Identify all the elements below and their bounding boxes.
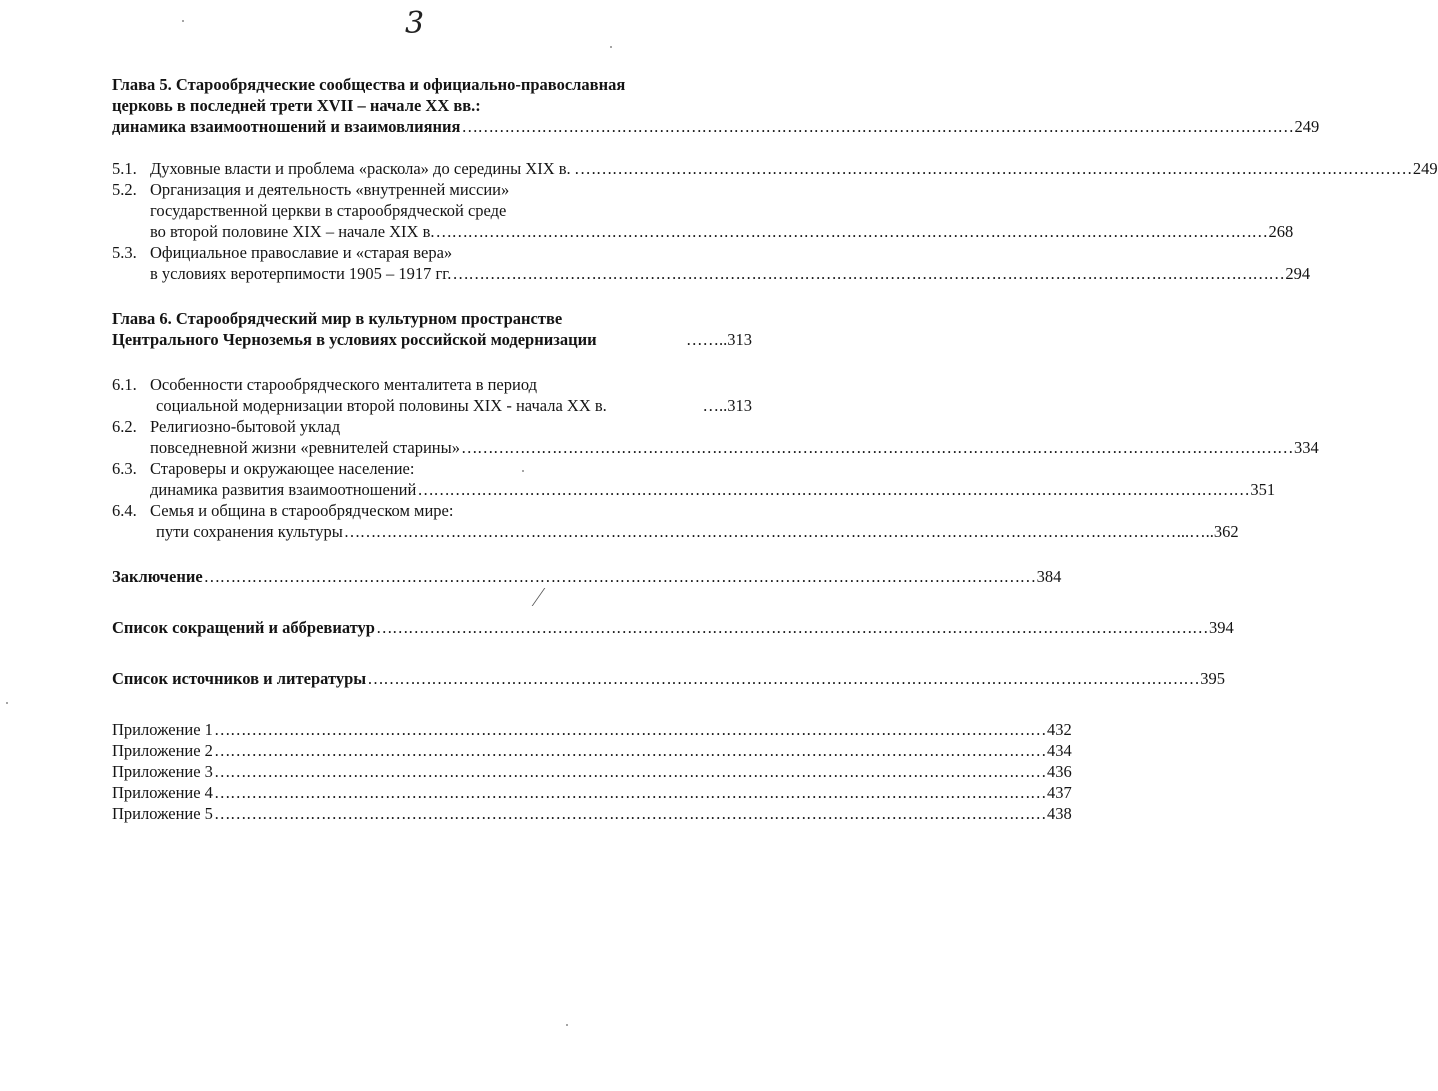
section-title: в условиях веротерпимости 1905 – 1917 гг. (150, 264, 452, 283)
dot-leader (214, 719, 1046, 740)
appendix-page: 434 (1046, 741, 1072, 760)
section-title: Официальное православие и «старая вера» (150, 243, 453, 262)
dot-leader (367, 668, 1199, 689)
section-page: …..313 (702, 396, 752, 415)
section-6-4[interactable] (112, 500, 1239, 542)
chapter5-title-line1: Глава 5. Старообрядческие сообщества и официально-православная (112, 75, 626, 94)
section-title: Особенности старообрядческого менталитета в период (150, 375, 538, 394)
section-title: повседневной жизни «ревнителей старины» (150, 438, 460, 457)
dot-leader (580, 158, 1412, 179)
chapter6-page: ……..313 (686, 330, 752, 349)
appendix-entry[interactable] (112, 761, 1072, 782)
dot-leader (436, 221, 1268, 242)
section-title: во второй половине XIX – начале XIX в. (150, 222, 435, 241)
section-page: ...…..362 (1176, 522, 1239, 541)
section-6-1[interactable] (112, 374, 752, 416)
appendix-entry[interactable] (112, 719, 1072, 740)
section-page: 334 (1293, 438, 1319, 457)
appendix-entry[interactable] (112, 803, 1072, 824)
section-number: 6.3. (112, 459, 137, 478)
section-5-1[interactable] (112, 158, 1438, 179)
appendix-label: Приложение 3 (112, 762, 213, 781)
appendix-entry[interactable] (112, 782, 1072, 803)
dot-leader (344, 521, 1176, 542)
page-number: 3 (405, 6, 425, 41)
dot-leader (214, 803, 1046, 824)
section-title: Организация и деятельность «внутренней миссии» (150, 180, 510, 199)
section-title: Религиозно-бытовой уклад (150, 417, 341, 436)
abbreviations-page: 394 (1208, 618, 1234, 637)
dot-leader (461, 437, 1293, 458)
dot-leader (376, 617, 1208, 638)
section-page: 351 (1250, 480, 1276, 499)
dot-leader (214, 782, 1046, 803)
abbreviations-entry[interactable] (112, 617, 1234, 638)
dot-leader (204, 566, 1036, 587)
appendix-page: 438 (1046, 804, 1072, 823)
section-number: 5.2. (112, 180, 137, 199)
chapter5-entry[interactable] (112, 116, 1320, 137)
dot-leader (214, 740, 1046, 761)
dot-leader (214, 761, 1046, 782)
section-6-3[interactable] (112, 458, 1276, 500)
sources-entry[interactable] (112, 668, 1225, 689)
scan-speck (566, 1024, 568, 1026)
section-page: 294 (1285, 264, 1311, 283)
section-5-3[interactable] (112, 242, 1311, 284)
section-title: пути сохранения культуры (156, 522, 343, 541)
chapter6-title-line2: Центрального Черноземья в условиях российской модернизации (112, 330, 597, 349)
abbreviations-label: Список сокращений и аббревиатур (112, 618, 375, 637)
appendix-label: Приложение 1 (112, 720, 213, 739)
sources-label: Список источников и литературы (112, 669, 367, 688)
section-number: 6.4. (112, 501, 137, 520)
section-title: динамика развития взаимоотношений (150, 480, 417, 499)
section-page: 249 (1412, 159, 1438, 178)
appendix-label: Приложение 2 (112, 741, 213, 760)
section-number: 5.1. (112, 159, 137, 178)
appendix-label: Приложение 5 (112, 804, 213, 823)
chapter5-title-line3: динамика взаимоотношений и взаимовлияния (112, 117, 461, 136)
chapter5-title-line2: церковь в последней трети XVII – начале XX вв.: (112, 96, 481, 115)
section-title: социальной модернизации второй половины XIX - начала XX в. (156, 396, 607, 415)
appendix-page: 432 (1046, 720, 1072, 739)
chapter5-page: 249 (1294, 117, 1320, 136)
appendix-label: Приложение 4 (112, 783, 213, 802)
scan-speck (610, 46, 612, 48)
table-of-contents (112, 74, 1438, 824)
chapter6-title-line1: Глава 6. Старообрядческий мир в культурном пространстве (112, 309, 563, 328)
section-5-2[interactable] (112, 179, 1294, 242)
appendix-page: 437 (1046, 783, 1072, 802)
section-number: 5.3. (112, 243, 137, 262)
sources-page: 395 (1200, 669, 1225, 688)
section-title: государственной церкви в старообрядческой среде (150, 201, 507, 220)
appendix-page: 436 (1046, 762, 1072, 781)
dot-leader (452, 263, 1284, 284)
appendix-entry[interactable] (112, 740, 1072, 761)
conclusion-page: 384 (1036, 567, 1062, 586)
conclusion-entry[interactable] (112, 566, 1062, 587)
section-title: Духовные власти и проблема «раскола» до середины XIX в. . (150, 159, 579, 178)
section-title: Семья и община в старообрядческом мире: (150, 501, 454, 520)
section-number: 6.1. (112, 375, 137, 394)
conclusion-label: Заключение (112, 567, 203, 586)
scan-speck (6, 702, 8, 704)
section-number: 6.2. (112, 417, 137, 436)
chapter6-entry[interactable] (112, 329, 752, 350)
dot-leader (461, 116, 1293, 137)
section-6-2[interactable] (112, 416, 1319, 458)
section-title: Староверы и окружающее население: (150, 459, 415, 478)
dot-leader (417, 479, 1249, 500)
section-page: 268 (1268, 222, 1294, 241)
scan-speck (182, 20, 184, 22)
